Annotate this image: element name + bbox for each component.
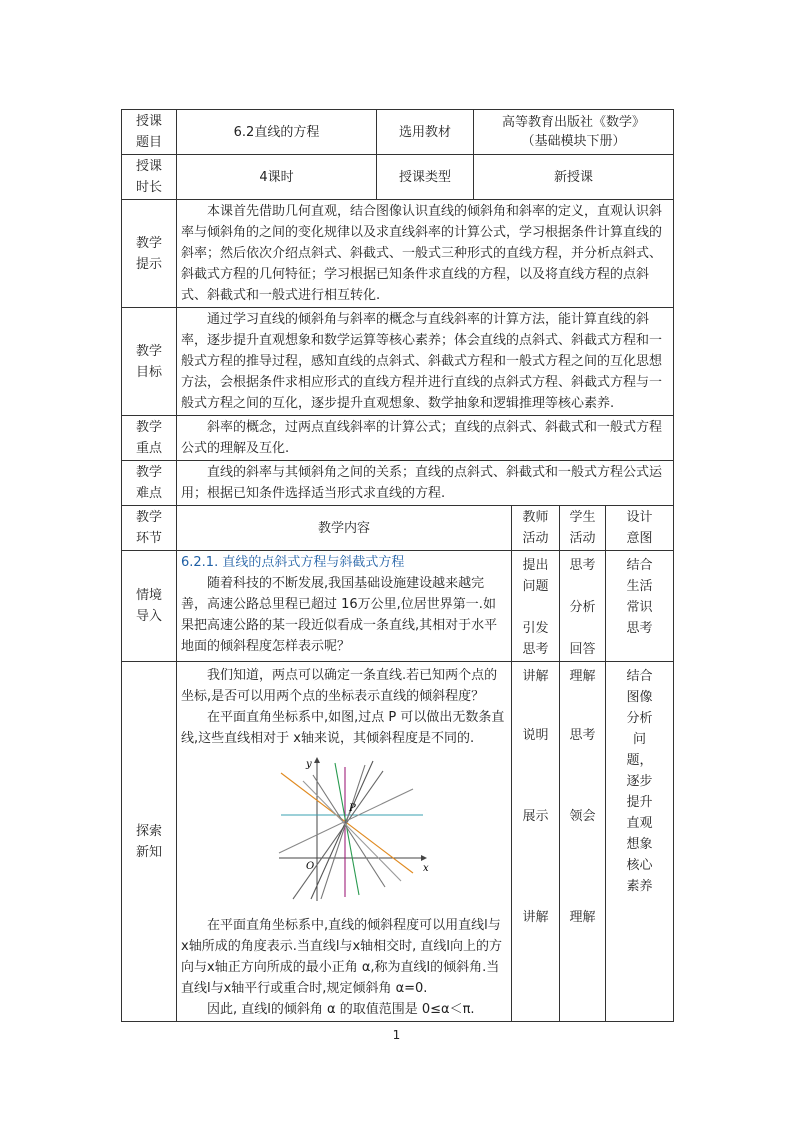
explore-student: 理解 思考 领会 理解 [560, 662, 606, 1022]
intro-design: 结合 生活 常识 思考 [606, 551, 674, 662]
x-axis-arrow [421, 855, 427, 861]
course-title: 6.2直线的方程 [177, 110, 377, 155]
col-student: 学生 活动 [560, 506, 606, 551]
lines-through-point-figure [273, 755, 433, 905]
lesson-type: 新授课 [474, 155, 674, 200]
difficulty-text: 直线的斜率与其倾斜角之间的关系；直线的点斜式、斜截式和一般式方程公式运用；根据已知条件选择适当形式求直线的方程. [177, 461, 674, 506]
lesson-plan-table [121, 109, 674, 1022]
explore-content: 我们知道，两点可以确定一条直线.若已知两个点的坐标,是否可以用两个点的坐标表示直线的倾斜程度？ 在平面直角坐标系中,如图,过点 P 可以做出无数条直线,这些直线相对于 x轴来说，其倾斜程度是不同的. x y O P 在平面直角坐标系中,直线的倾斜程度可以用直线l与x轴所成的角度表示.当直线l与x轴相交时, 直线l向上的方向与x轴正方向所成的最小正角 α,称为直线l的倾斜角.当直线l与x轴平行或重合时,规定倾斜角 α=0. 因此, 直线l的倾斜角 α 的取值范围是 0≤α＜π. [177, 662, 512, 1022]
label-key: 教学 重点 [122, 416, 177, 461]
goal-text: 通过学习直线的倾斜角与斜率的概念与直线斜率的计算方法，能计算直线的斜率，逐步提升直观想象和数学运算等核心素养；体会直线的点斜式、斜截式方程和一般式方程的推导过程，感知直线的点斜式、斜截式方程和一般式方程之间的互化思想方法，会根据条件求相应形式的直线方程并进行直线的点斜式方程、斜截式方程与一般式方程之间的互化，逐步提升直观想象、数学抽象和逻辑推理等核心素养. [177, 308, 674, 416]
intro-teacher: 提出 问题 引发 思考 [512, 551, 560, 662]
header-row-duration [122, 155, 674, 200]
label-duration: 授课 时长 [122, 155, 177, 200]
section-heading: 6.2.1. 直线的点斜式方程与斜截式方程 [181, 555, 405, 570]
row-intro [122, 551, 674, 662]
label-difficulty: 教学 难点 [122, 461, 177, 506]
intro-student: 思考 分析 回答 [560, 551, 606, 662]
row-column-headers [122, 506, 674, 551]
label-intro: 情境 导入 [122, 551, 177, 662]
label-textbook: 选用教材 [377, 110, 474, 155]
intro-content: 6.2.1. 直线的点斜式方程与斜截式方程 随着科技的不断发展,我国基础设施建设越来越完善，高速公路总里程已超过 16万公里,位居世界第一.如果把高速公路的某一段近似看成一条直线,其相对于水平地面的倾斜程度怎样表示呢？ [177, 551, 512, 662]
label-course: 授课 题目 [122, 110, 177, 155]
row-explore [122, 662, 674, 1022]
hint-text: 本课首先借助几何直观，结合图像认识直线的倾斜角和斜率的定义，直观认识斜率与倾斜角的之间的变化规律以及求直线斜率的计算公式，学习根据条件计算直线的斜率；然后依次介绍点斜式、斜截式、一般式三种形式的直线方程，并分析点斜式、斜截式方程的几何特征；学习根据已知条件求直线的方程，以及将直线方程的点斜式、斜截式和一般式进行相互转化. [177, 200, 674, 308]
explore-teacher: 讲解 说明 展示 讲解 [512, 662, 560, 1022]
col-content: 教学内容 [177, 506, 512, 551]
label-type: 授课类型 [377, 155, 474, 200]
duration: 4课时 [177, 155, 377, 200]
point-label: P [349, 803, 356, 814]
axis-x-label: x [423, 863, 429, 874]
textbook: 高等教育出版社《数学》 （基础模块下册） [474, 110, 674, 155]
label-explore: 探索 新知 [122, 662, 177, 1022]
col-step: 教学 环节 [122, 506, 177, 551]
page-number: 1 [392, 1028, 401, 1042]
row-goal [122, 308, 674, 416]
line-gray-1 [293, 771, 383, 899]
col-design: 设计 意图 [606, 506, 674, 551]
label-goal: 教学 目标 [122, 308, 177, 416]
col-teacher: 教师 活动 [512, 506, 560, 551]
y-axis-arrow [314, 757, 320, 763]
explore-design: 结合 图像 分析 问 题， 逐步 提升 直观 想象 核心 素养 [606, 662, 674, 1022]
row-hint [122, 200, 674, 308]
line-gray-6 [303, 781, 401, 881]
row-key [122, 416, 674, 461]
axis-y-label: y [306, 759, 312, 770]
key-text: 斜率的概念，过两点直线斜率的计算公式；直线的点斜式、斜截式和一般式方程公式的理解及互化. [177, 416, 674, 461]
row-difficulty [122, 461, 674, 506]
origin-label: O [306, 861, 315, 872]
header-row-course [122, 110, 674, 155]
line-gray-3 [311, 761, 373, 899]
label-hint: 教学 提示 [122, 200, 177, 308]
